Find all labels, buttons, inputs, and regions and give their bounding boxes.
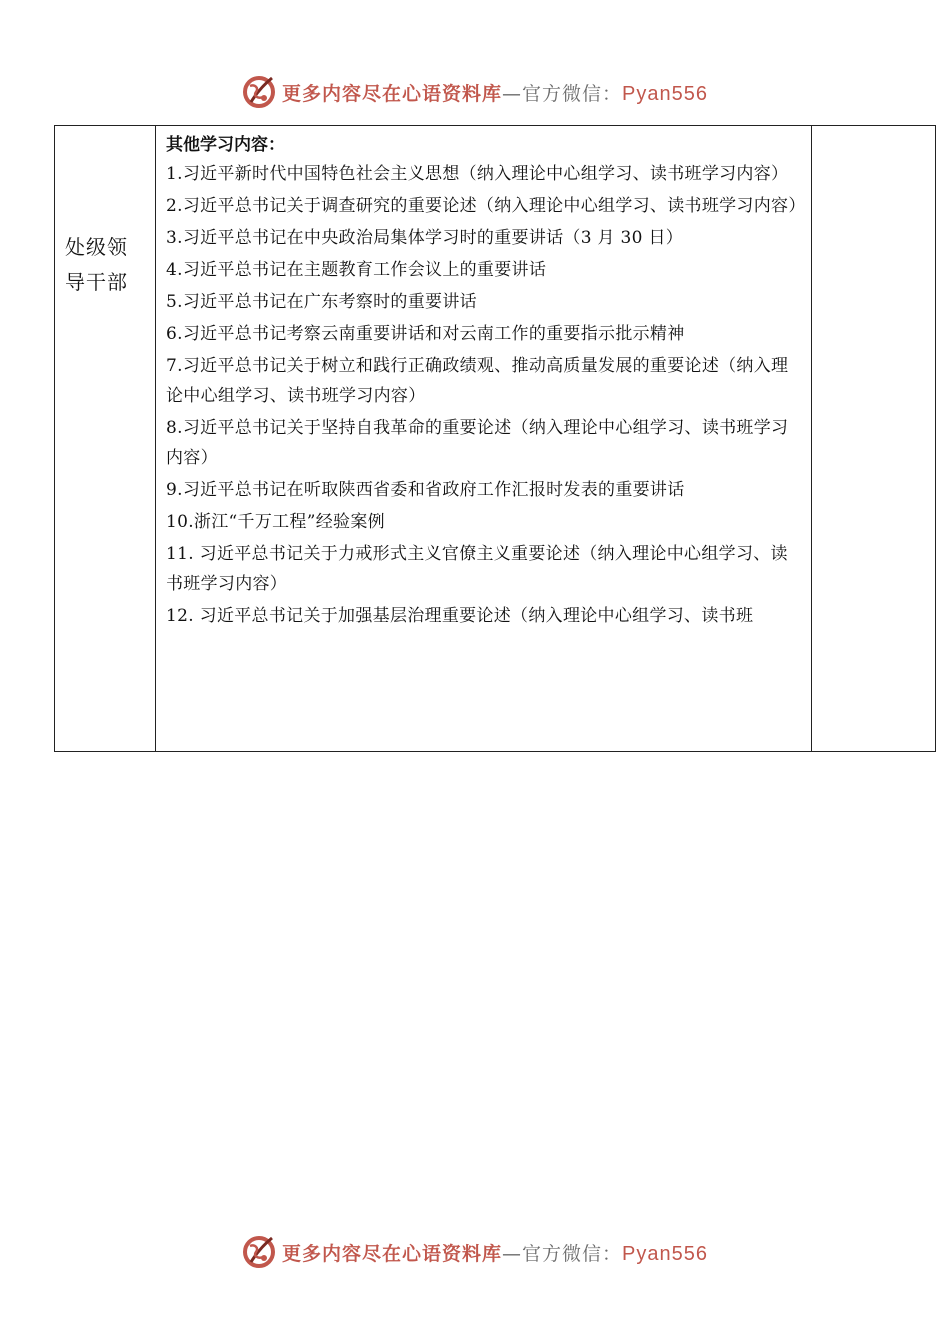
list-item: 9.习近平总书记在听取陕西省委和省政府工作汇报时发表的重要讲话 <box>166 480 685 500</box>
list-item: 10.浙江“千万工程”经验案例 <box>166 512 385 532</box>
watermark-id: Pyan556 <box>622 1242 708 1265</box>
footer-watermark <box>0 1230 950 1274</box>
watermark-sub: 官方微信： <box>522 82 623 105</box>
watermark-sub: 官方微信： <box>522 1242 623 1265</box>
role-label: 处级领导干部 <box>65 235 128 294</box>
list-item: 12. 习近平总书记关于加强基层治理重要论述（纳入理论中心组学习、读书班 <box>166 606 754 626</box>
watermark-main: 更多内容尽在心语资料库 <box>282 1242 503 1265</box>
role-cell <box>55 126 156 751</box>
watermark-dash: — <box>502 1242 523 1265</box>
study-content-table <box>54 125 936 752</box>
list-item: 6.习近平总书记考察云南重要讲话和对云南工作的重要指示批示精神 <box>166 324 685 344</box>
header-watermark <box>0 70 950 114</box>
list-item: 11. 习近平总书记关于力戒形式主义官僚主义重要论述（纳入理论中心组学习、读书班学习内容） <box>166 544 788 594</box>
item-list <box>166 159 805 631</box>
list-item: 3.习近平总书记在中央政治局集体学习时的重要讲话（3 月 30 日） <box>166 228 684 248</box>
watermark-text <box>282 1239 708 1266</box>
content-cell <box>156 126 812 751</box>
library-logo-icon <box>242 1232 278 1272</box>
list-item: 2.习近平总书记关于调查研究的重要论述（纳入理论中心组学习、读书班学习内容） <box>166 196 806 216</box>
section-title: 其他学习内容： <box>166 135 285 155</box>
list-item: 7.习近平总书记关于树立和践行正确政绩观、推动高质量发展的重要论述（纳入理论中心组学习、读书班学习内容） <box>166 356 789 406</box>
watermark-main: 更多内容尽在心语资料库 <box>282 82 503 105</box>
watermark-dash: — <box>502 82 523 105</box>
library-logo-icon <box>242 72 278 112</box>
list-item: 8.习近平总书记关于坚持自我革命的重要论述（纳入理论中心组学习、读书班学习内容） <box>166 418 789 468</box>
remarks-cell <box>812 126 935 751</box>
watermark-id: Pyan556 <box>622 82 708 105</box>
list-item: 5.习近平总书记在广东考察时的重要讲话 <box>166 292 477 312</box>
list-item: 4.习近平总书记在主题教育工作会议上的重要讲话 <box>166 260 547 280</box>
watermark-text <box>282 79 708 106</box>
list-item: 1.习近平新时代中国特色社会主义思想（纳入理论中心组学习、读书班学习内容） <box>166 164 789 184</box>
